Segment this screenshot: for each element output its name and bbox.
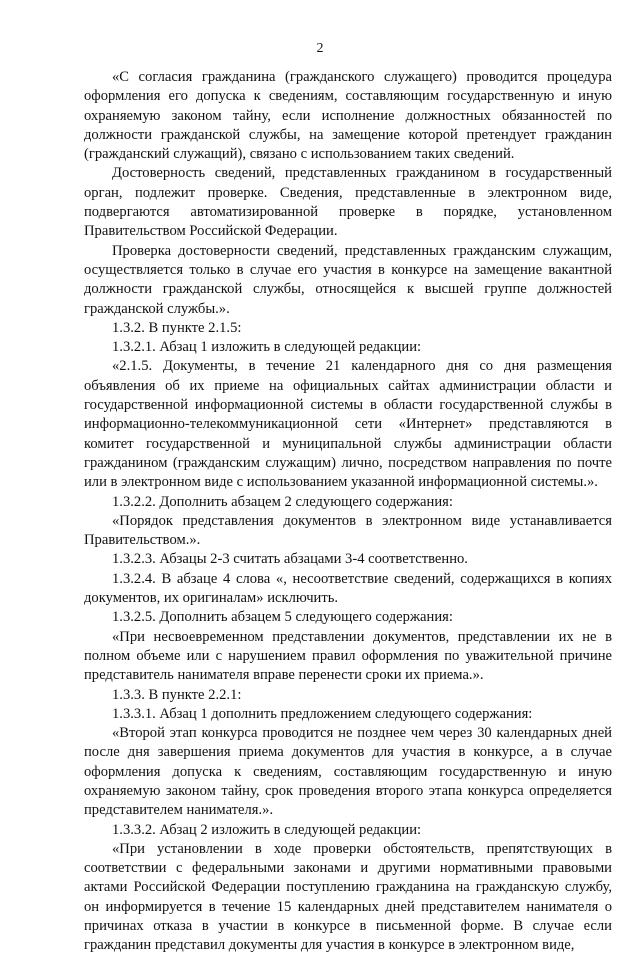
page-number: 2 [316, 41, 324, 56]
paragraph-late-submission: «При несвоевременном представлении документов, представлении их не в полном объеме или с нарушением правил оформления по уважительной причине представитель нанимателя вправе перенести сроки их приема.». [84, 628, 612, 684]
paragraph-clause-2-1-5: «2.1.5. Документы, в течение 21 календарного дня со дня размещения объявления об их приеме на официальных сайтах администрации области и государственной информационной системы в области государственной службы в информационно-телекоммуникационной сети «Интернет» представляются в комитет государственной и муниципальной службы администрации области гражданином (гражданским служащим) лично, посредством направления по почте или в электронном виде с использованием указанной информационной системы.». [84, 358, 612, 491]
paragraph-verification: Достоверность сведений, представленных гражданином в государственный орган, подлежит проверке. Сведения, представленные в электронном виде, подвергаются автоматизированной проверке в порядке, установленном Правительством Российской Федерации. [84, 165, 612, 240]
document-body [84, 68, 612, 956]
paragraph-item-1-3-3-1: 1.3.3.1. Абзац 1 дополнить предложением следующего содержания: [112, 705, 533, 722]
paragraph-item-1-3-2-1: 1.3.2.1. Абзац 1 изложить в следующей редакции: [112, 339, 422, 356]
paragraph-item-1-3-2: 1.3.2. В пункте 2.1.5: [112, 319, 242, 336]
paragraph-refusal-notice: «При установлении в ходе проверки обстоятельств, препятствующих в соответствии с федеральными законами и другими нормативными правовыми актами Российской Федерации поступлению гражданина на гражданскую службу, он информируется в течение 15 календарных дней представителем нанимателя о причинах отказа в участии в конкурсе в письменной форме. В случае если гражданин представил документы для участия в конкурсе в электронном виде, [84, 840, 612, 954]
paragraph-item-1-3-3: 1.3.3. В пункте 2.2.1: [112, 686, 242, 703]
paragraph-item-1-3-2-4: 1.3.2.4. В абзаце 4 слова «, несоответствие сведений, содержащихся в копиях документов, их оригиналам» исключить. [84, 570, 612, 607]
paragraph-item-1-3-2-3: 1.3.2.3. Абзацы 2-3 считать абзацами 3-4 соответственно. [112, 551, 468, 568]
paragraph-verification-civil-servant: Проверка достоверности сведений, представленных гражданским служащим, осуществляется только в случае его участия в конкурсе на замещение вакантной должности гражданской службы, относящейся к высшей группе должностей гражданской службы.». [84, 242, 612, 317]
paragraph-item-1-3-2-5: 1.3.2.5. Дополнить абзацем 5 следующего содержания: [112, 609, 453, 626]
paragraph-electronic-procedure: «Порядок представления документов в электронном виде устанавливается Правительством.». [84, 512, 612, 549]
paragraph-consent-clearance: «С согласия гражданина (гражданского служащего) проводится процедура оформления его допуска к сведениям, составляющим государственную и иную охраняемую законом тайну, если исполнение должностных обязанностей по должности гражданской службы, на замещение которой претендует гражданин (гражданский служащий), связано с использованием таких сведений. [84, 69, 612, 163]
paragraph-item-1-3-3-2: 1.3.3.2. Абзац 2 изложить в следующей редакции: [112, 821, 422, 838]
paragraph-item-1-3-2-2: 1.3.2.2. Дополнить абзацем 2 следующего содержания: [112, 493, 453, 510]
paragraph-second-stage: «Второй этап конкурса проводится не позднее чем через 30 календарных дней после дня завершения приема документов для участия в конкурсе, а в случае оформления допуска к сведениям, составляющим государственную и иную охраняемую законом тайну, срок проведения второго этапа конкурса определяется представителем нанимателя.». [84, 725, 612, 819]
